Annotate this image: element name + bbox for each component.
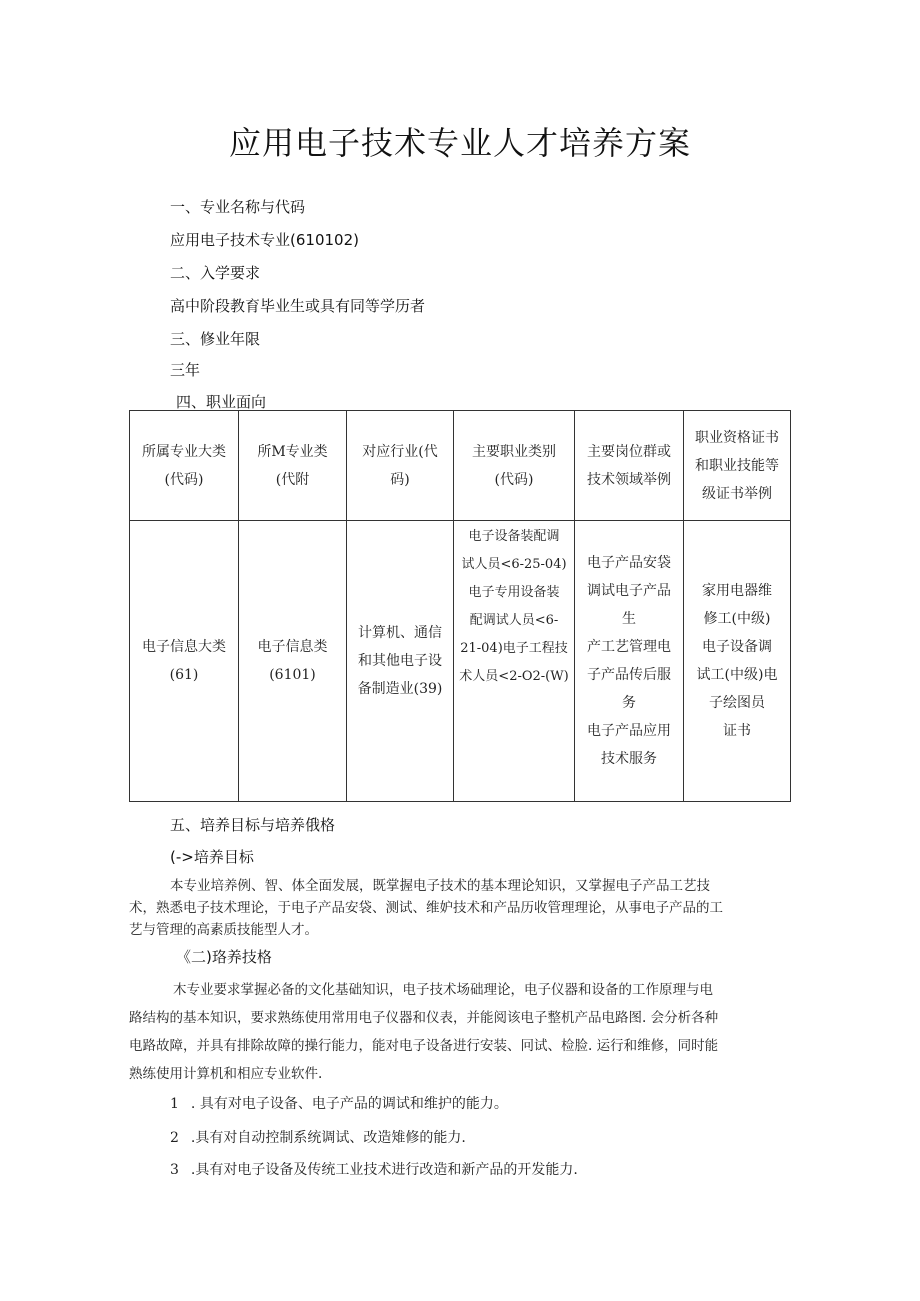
section-1-heading: 一、专业名称与代码 <box>170 198 306 216</box>
cell-occupation: 电子设备装配调 试人员<6-25-04) 电子专用设备装 配调试人员<6- 21-04)电子工程技 术人员<2-O2-(W) <box>454 521 575 802</box>
section-5-heading: 五、培养目标与培养俄格 <box>170 816 336 834</box>
paragraph-line: 电路故障，并具有排除故障的操行能力，能对电子设备进行安装、冋试、检脸. 运行和维修，同时能 <box>129 1038 719 1054</box>
list-item-text: .具有对自动控制系统调试、改造雉修的能力. <box>190 1130 466 1146</box>
cell-major-category: 电子信息大类 (61) <box>130 521 239 802</box>
paragraph-line: 艺与管理的高素质技能型人才。 <box>129 922 318 938</box>
header-cell-occupation: 主要职业类别 (代码) <box>454 411 575 521</box>
paragraph-line: 本专业培养例、智、体全面发展，既掌握电子技术的基本理论知识，又掌握电子产品工艺技 <box>170 878 710 894</box>
header-cell-major-category: 所属专业大类 (代码) <box>130 411 239 521</box>
paragraph-line: 路结构的基本知识，要求熟练使用常用电子仪器和仪表，并能阅该电子整机产品电路图. 会分析各种 <box>129 1010 719 1026</box>
list-item-text: .具有对电子设备及传统工业技术进行改造和新产品的开发能力. <box>190 1162 578 1178</box>
spec-paragraph <box>129 976 718 1088</box>
list-item <box>170 1159 578 1179</box>
career-orientation-table <box>129 410 791 802</box>
cell-positions: 电子产品安袋 调试电子产品 生 产工艺管理电 子产品传后服 务 电子产品应用 技术服务 <box>575 521 684 802</box>
table-row <box>130 521 791 802</box>
section-1-content: 应用电子技术专业(610102) <box>170 231 359 249</box>
cell-major-class: 电子信息类 (6101) <box>239 521 347 802</box>
list-item <box>170 1127 466 1147</box>
list-item-number: 1 <box>170 1096 179 1112</box>
header-cell-major-class: 所M专业类 (代附 <box>239 411 347 521</box>
cell-industry: 计算机、通信 和其他电子设 备制造业(39) <box>347 521 454 802</box>
cell-certificates: 家用电器维 修工(中级) 电子设备调 试工(中级)电 子绘图员 证书 <box>684 521 791 802</box>
document-title: 应用电子技术专业人才培养方案 <box>228 124 691 162</box>
header-cell-positions: 主要岗位群或 技术领域举例 <box>575 411 684 521</box>
table-header-row <box>130 411 791 521</box>
header-cell-industry: 对应行业(代 码) <box>347 411 454 521</box>
section-3-content: 三年 <box>170 361 201 379</box>
subsection-spec-heading: 《二)珞养技格 <box>176 948 272 966</box>
section-2-heading: 二、入学要求 <box>170 264 261 282</box>
list-item-text: . 具有对电子设备、电子产品的调试和维护的能力。 <box>190 1096 508 1112</box>
section-2-content: 高中阶段教育毕业生或具有同等学历者 <box>170 297 426 315</box>
list-item-number: 3 <box>170 1162 179 1178</box>
paragraph-line: 木专业要求掌握必备的文化基础知识，电子技术场础理论，电子仪器和设备的工作原理与电 <box>173 982 713 998</box>
list-item <box>170 1093 508 1113</box>
section-3-heading: 三、修业年限 <box>170 330 261 348</box>
subsection-goal-heading: (->培养目标 <box>170 848 254 866</box>
goal-paragraph <box>129 875 723 941</box>
section-4-heading: 四、职业面向 <box>176 393 267 411</box>
list-item-number: 2 <box>170 1130 179 1146</box>
paragraph-line: 术，熟悉电子技术理论，于电子产品安袋、测试、维妒技术和产品历收管理理论，从事电子产品的工 <box>129 900 723 916</box>
paragraph-line: 熟练使用计算机和相应专业软件. <box>129 1066 323 1082</box>
header-cell-certificates: 职业资格证书 和职业技能等 级证书举例 <box>684 411 791 521</box>
